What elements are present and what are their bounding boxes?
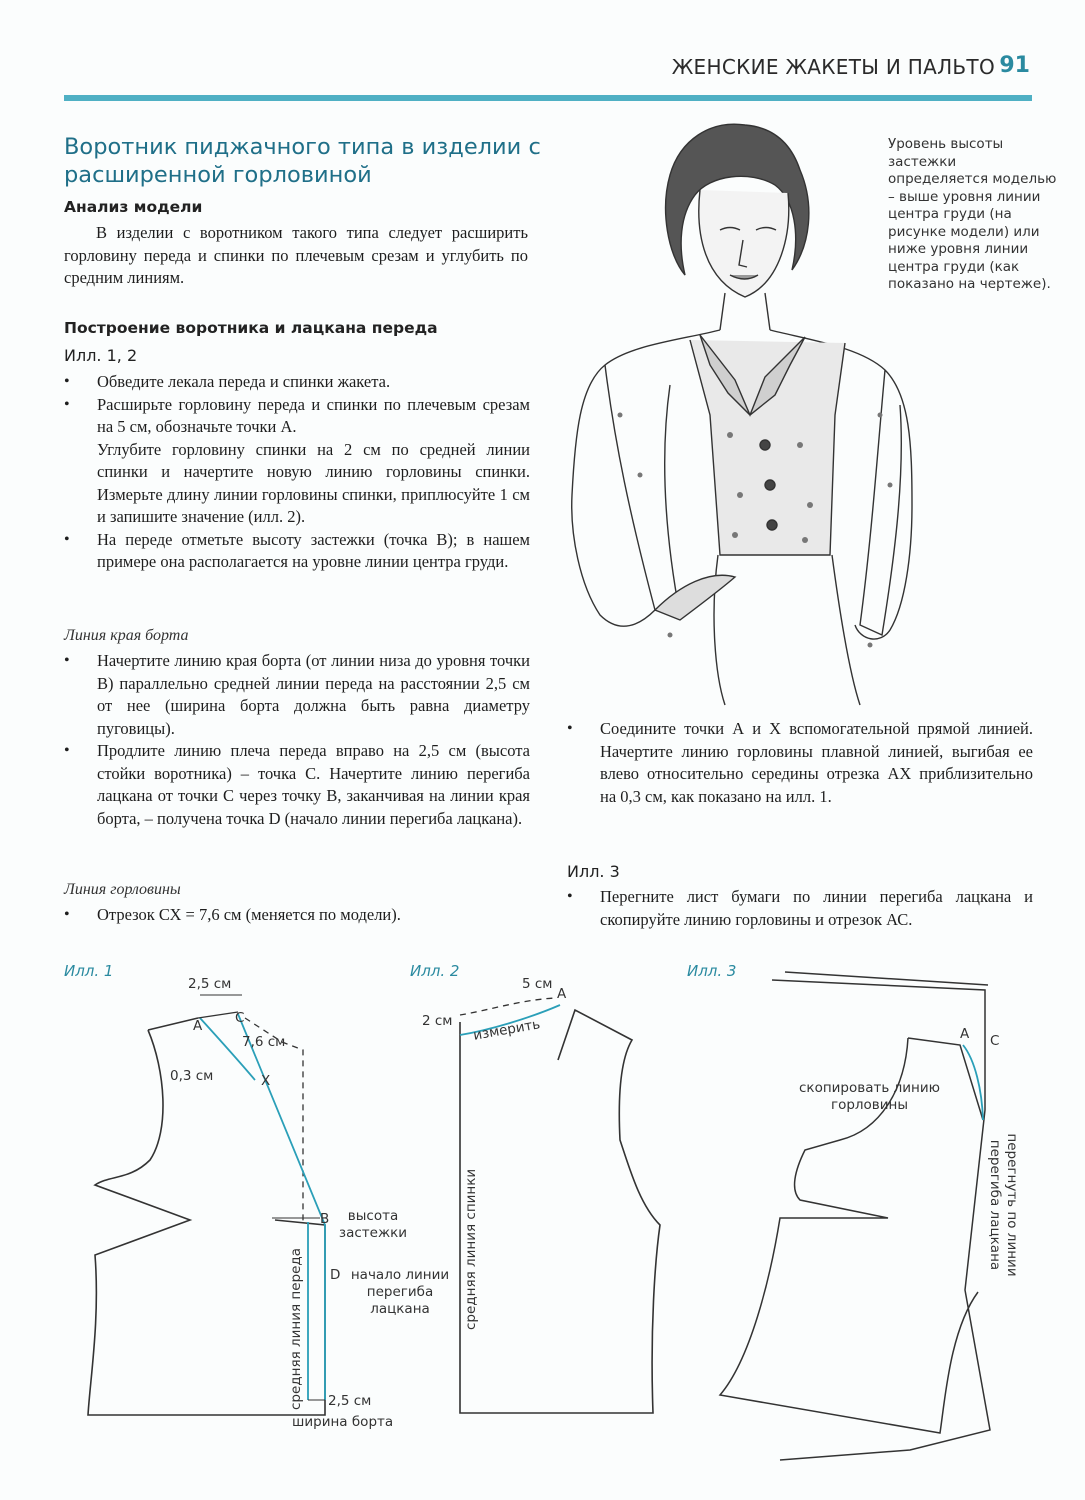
- list-item: • Продлите линию плеча переда вправо на 2,5 см (высота стойки воротника) – точка С. Начертите линию перегиба лацкана от точки С через точку В, заканчивая на линии края борта, – получена точка D (начало линии перегиба лацкана).: [64, 740, 530, 830]
- ill2-label-5: 5 см: [522, 976, 553, 992]
- analysis-text: В изделии с воротником такого типа следует расширить горловину переда и спинки по плечевым срезам и углубить по средним линиям.: [64, 223, 528, 287]
- ill2-label-a: A: [557, 986, 567, 1002]
- ill2-label-2: 2 см: [422, 1013, 453, 1029]
- ill1-label-25-bottom: 2,5 см: [328, 1393, 372, 1409]
- ill1-label-x: X: [261, 1073, 271, 1089]
- continuation-text: Углубите горловину спинки на 2 см по средней линии спинки и начертите новую линию горловины спинки. Измерьте длину линии горловины спинки, приплюсуйте 1 см и запишите значение (илл. 2).: [97, 439, 530, 526]
- list-item: • Соедините точки А и Х вспомогательной прямой линией. Начертите линию горловины плавной линией, выгибая ее влево относительно середины отрезка АХ приблизительно на 0,3 см, как показано на илл. 1.: [567, 718, 1033, 808]
- neck-heading: Линия горловины: [64, 881, 181, 898]
- ill1-label-03: 0,3 см: [170, 1068, 214, 1084]
- ill3-label-fold: перегнуть по линии перегиба лацкана: [987, 1133, 1020, 1277]
- ill2-caption: Илл. 2: [410, 962, 460, 980]
- ill1-label-width: ширина борта: [292, 1414, 394, 1430]
- construction-heading: Построение воротника и лацкана переда: [64, 319, 438, 337]
- ill1-label-front-line: средняя линия переда: [288, 1247, 304, 1410]
- ill3-label-copy: скопировать линию горловины: [799, 1080, 940, 1113]
- ill2-label-back-line: средняя линия спинки: [463, 1168, 479, 1330]
- list-item: • Расширьте горловину переда и спинки по плечевым срезам на 5 см, обозначьте точки А.: [64, 394, 530, 439]
- ill1-label-25-top: 2,5 см: [188, 976, 232, 992]
- ill1-label-c: C: [235, 1010, 245, 1026]
- ill2-label-measure: измерить: [472, 1016, 542, 1044]
- page-number: 91: [999, 53, 1030, 78]
- list-item: • Перегните лист бумаги по линии перегиба лацкана и скопируйте линию горловины и отрезок АС.: [567, 886, 1033, 931]
- analysis-heading: Анализ модели: [64, 198, 203, 216]
- ill1-caption: Илл. 1: [64, 962, 114, 980]
- ill-ref-1-2: Илл. 1, 2: [64, 346, 138, 365]
- ill1-label-d-text: начало линии перегиба лацкана: [350, 1267, 450, 1317]
- ill3-caption: Илл. 3: [687, 962, 737, 980]
- ill1-label-d: D: [330, 1267, 341, 1283]
- list-item: • Начертите линию края борта (от линии низа до уровня точки В) параллельно средней линии переда на расстоянии 2,5 см от нее (ширина борта должна быть равна диаметру пуговицы).: [64, 650, 530, 740]
- section-title: Воротник пиджачного типа в изделии с расширенной горловиной: [64, 134, 541, 188]
- list-item: • Отрезок СХ = 7,6 см (меняется по модели).: [64, 904, 530, 927]
- running-title: ЖЕНСКИЕ ЖАКЕТЫ И ПАЛЬТО: [671, 55, 995, 79]
- ill1-label-height: высота застежки: [338, 1208, 408, 1241]
- ill1-label-b: B: [320, 1211, 330, 1227]
- ill1-label-a: A: [193, 1018, 203, 1034]
- side-note: Уровень высоты застежки определяется моделью – выше уровня линии центра груди (на рисунке модели) или ниже уровня линии центра груди (как показано на чертеже).: [888, 136, 1057, 292]
- list-item: • На переде отметьте высоту застежки (точка В); в нашем примере она располагается на уровне линии центра груди.: [64, 529, 530, 574]
- edge-heading: Линия края борта: [64, 627, 189, 644]
- ill3-paper-top: [785, 972, 988, 985]
- list-item: • Обведите лекала переда и спинки жакета.: [64, 371, 530, 394]
- ill3-label-a: A: [960, 1026, 970, 1042]
- ill-ref-3: Илл. 3: [567, 862, 620, 881]
- ill3-paper-outline: [772, 980, 990, 1460]
- ill3-label-c: C: [990, 1033, 1000, 1049]
- ill1-label-76: 7,6 см: [242, 1034, 286, 1050]
